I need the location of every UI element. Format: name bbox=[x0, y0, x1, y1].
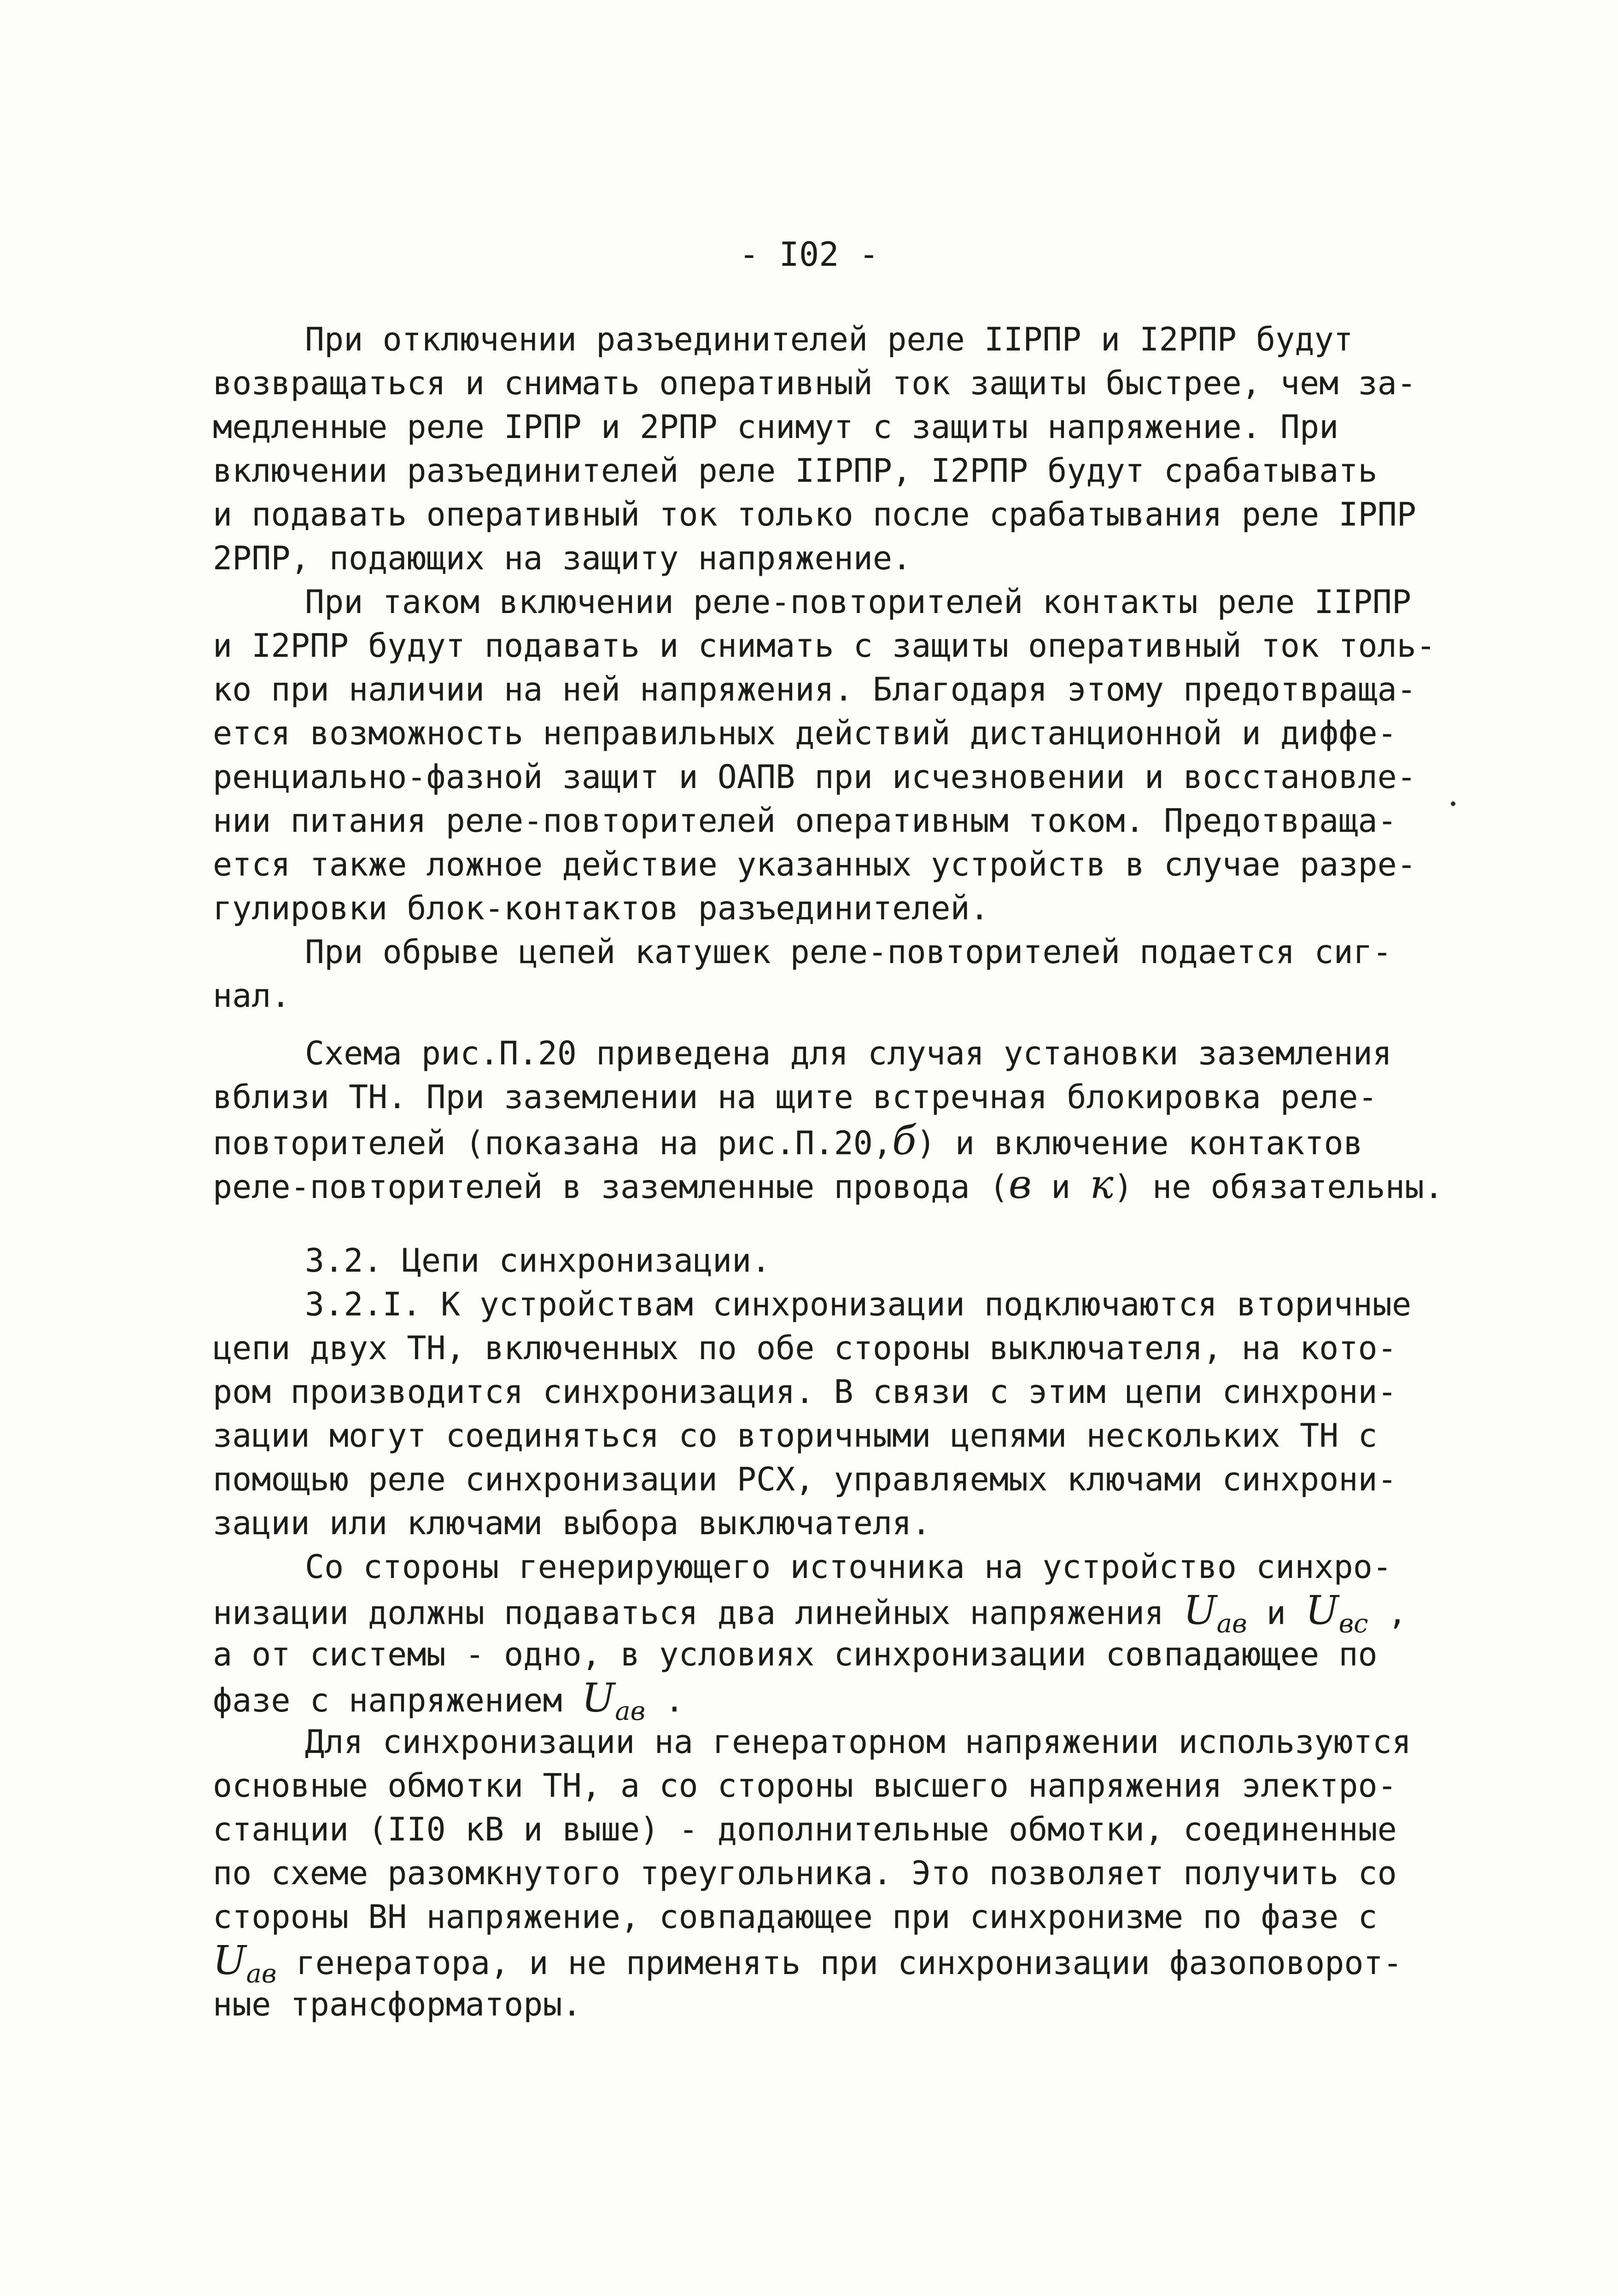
figure-variant-b-symbol: б bbox=[892, 1118, 917, 1164]
paragraph-6-line-2-conj: и bbox=[1247, 1594, 1306, 1632]
paragraph-2-line-4: ется возможность неправильных действий дистанционной и диффе- bbox=[213, 714, 1397, 752]
paragraph-7-line-3: станции (II0 кВ и выше) - дополнительные обмотки, соединенные bbox=[213, 1811, 1397, 1848]
section-heading: 3.2. Цепи синхронизации. bbox=[305, 1242, 771, 1279]
paragraph-4-line-3-text-a: повторителей (показана на рис.П.20, bbox=[213, 1124, 893, 1162]
paragraph-1-line-4: включении разъединителей реле IIРПР, I2РПР будут срабатывать bbox=[213, 452, 1378, 490]
paragraph-2-line-3: ко при наличии на ней напряжения. Благодаря этому предотвраща- bbox=[213, 671, 1416, 708]
paragraph-6-line-2 bbox=[213, 1588, 1466, 1639]
paragraph-1-line-1: При отключении разъединителей реле IIРПР и I2РПР будут bbox=[305, 321, 1353, 358]
paragraph-5-line-1: 3.2.I. К устройствам синхронизации подключаются вторичные bbox=[305, 1285, 1412, 1323]
voltage-bc-subscript: вс bbox=[1338, 1609, 1368, 1639]
paragraph-7-line-1: Для синхронизации на генераторном напряжении используются bbox=[305, 1723, 1412, 1761]
paragraph-5-line-6: зации или ключами выбора выключателя. bbox=[213, 1504, 931, 1542]
paragraph-6-line-2-text: низации должны подаваться два линейных напряжения bbox=[213, 1594, 1184, 1632]
paragraph-1-line-6: 2РПР, подающих на защиту напряжение. bbox=[213, 539, 912, 577]
paragraph-5-line-2: цепи двух ТН, включенных по обе стороны выключателя, на кото- bbox=[213, 1329, 1397, 1367]
page-number: - I02 - bbox=[739, 235, 879, 274]
paragraph-7-line-5: стороны ВН напряжение, совпадающее при синхронизме по фазе с bbox=[213, 1898, 1378, 1936]
paragraph-4-line-4-text-b: ) не обязательны. bbox=[1113, 1168, 1444, 1206]
voltage-u-symbol: U bbox=[213, 1938, 246, 1984]
body-text bbox=[213, 318, 1466, 2027]
paragraph-4-line-1: Схема рис.П.20 приведена для случая установки заземления bbox=[305, 1034, 1392, 1072]
paragraph-2-line-1: При таком включении реле-повторителей контакты реле IIРПР bbox=[305, 583, 1412, 621]
wire-v-symbol: в bbox=[1008, 1162, 1032, 1208]
paragraph-2-line-8: гулировки блок-контактов разъединителей. bbox=[213, 889, 989, 927]
paragraph-1-line-5: и подавать оперативный ток только после срабатывания реле IРПР bbox=[213, 496, 1416, 533]
paragraph-1-line-3: медленные реле IРПР и 2РПР снимут с защиты напряжение. При bbox=[213, 408, 1339, 446]
paragraph-2-line-6: нии питания реле-повторителей оперативным током. Предотвраща- bbox=[213, 802, 1397, 840]
wire-k-symbol: к bbox=[1090, 1162, 1114, 1208]
voltage-u-symbol: U bbox=[1305, 1588, 1339, 1634]
paragraph-6-line-2-end: , bbox=[1368, 1594, 1407, 1632]
paragraph-1-line-2: возвращаться и снимать оперативный ток защиты быстрее, чем за- bbox=[213, 364, 1416, 402]
paragraph-5-line-3: ром производится синхронизация. В связи с этим цепи синхрони- bbox=[213, 1373, 1397, 1411]
paragraph-7-line-7: ные трансформаторы. bbox=[213, 1986, 582, 2023]
paragraph-7-line-6-text: генератора, и не применять при синхронизации фазоповорот- bbox=[276, 1944, 1402, 1982]
paragraph-4-line-3-text-b: ) и включение контактов bbox=[916, 1124, 1363, 1162]
paragraph-2-line-2: и I2РПР будут подавать и снимать с защиты оперативный ток толь- bbox=[213, 627, 1436, 665]
paragraph-6-line-4-end: . bbox=[645, 1682, 684, 1719]
paragraph-7-line-6 bbox=[213, 1938, 1466, 1989]
voltage-u-symbol: U bbox=[581, 1675, 615, 1721]
paragraph-3-line-2: нал. bbox=[213, 977, 291, 1015]
paragraph-2-line-5: ренциально-фазной защит и ОАПВ при исчезновении и восстановле- bbox=[213, 758, 1416, 796]
voltage-ab-subscript: ав bbox=[1216, 1609, 1247, 1639]
paragraph-4-line-4 bbox=[213, 1163, 1466, 1207]
paragraph-6-line-4 bbox=[213, 1675, 1466, 1726]
paragraph-4-line-3 bbox=[213, 1119, 1466, 1163]
paragraph-5-line-5: помощью реле синхронизации РСХ, управляемых ключами синхрони- bbox=[213, 1461, 1397, 1498]
voltage-ab-subscript: ав bbox=[246, 1959, 277, 1989]
paragraph-6-line-3: а от системы - одно, в условиях синхронизации совпадающее по bbox=[213, 1636, 1378, 1673]
margin-dot-mark bbox=[1451, 801, 1455, 806]
paragraph-5-line-4: зации могут соединяться со вторичными цепями нескольких ТН с bbox=[213, 1417, 1378, 1455]
paragraph-6-line-4-text: фазе с напряжением bbox=[213, 1682, 582, 1719]
paragraph-3-line-1: При обрыве цепей катушек реле-повторителей подается сиг- bbox=[305, 933, 1392, 971]
paragraph-4-line-2: вблизи ТН. При заземлении на щите встречная блокировка реле- bbox=[213, 1078, 1378, 1116]
paragraph-4-line-4-conj: и bbox=[1031, 1168, 1090, 1206]
paragraph-2-line-7: ется также ложное действие указанных устройств в случае разре- bbox=[213, 846, 1416, 883]
paragraph-7-line-2: основные обмотки ТН, а со стороны высшего напряжения электро- bbox=[213, 1767, 1397, 1805]
voltage-ab-subscript: ав bbox=[615, 1696, 646, 1726]
voltage-u-symbol: U bbox=[1183, 1588, 1217, 1634]
paragraph-6-line-1: Со стороны генерирующего источника на устройство синхро- bbox=[305, 1548, 1392, 1586]
paragraph-4-line-4-text-a: реле-повторителей в заземленные провода ( bbox=[213, 1168, 1009, 1206]
paragraph-7-line-4: по схеме разомкнутого треугольника. Это позволяет получить со bbox=[213, 1854, 1397, 1892]
